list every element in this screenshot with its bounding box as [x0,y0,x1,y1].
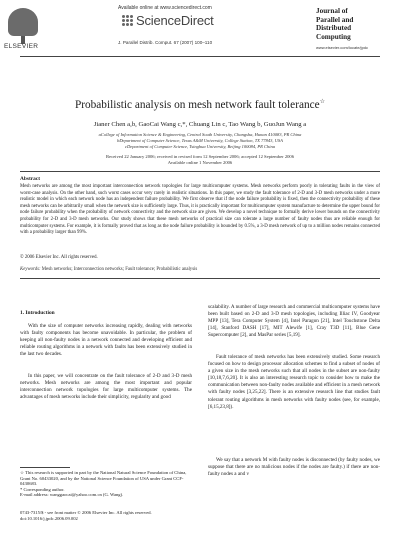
journal-citation: J. Parallel Distrib. Comput. 67 (2007) 100–110 [118,40,213,45]
journal-name-line: Computing [316,32,351,41]
author-list: Jianer Chen a,b, GaoCai Wang c,*, Chuang Lin c, Tao Wang b, GuoJun Wang a [93,121,307,128]
journal-name [316,7,353,41]
affiliation: aCollege of Information Science & Engineering, Central South University, Changsha, Hunan 410083, PR China [98,132,302,137]
email-address[interactable]: E-mail address: wanggaocai@yahoo.com.cn (G. Wang). [20,492,124,498]
footnotes [20,470,192,498]
intro-paragraph: With the size of computer networks increasing rapidly, dealing with networks with faulty components has become unavoidable. In particular, the problem of keeping all non-faulty nodes in a network connected and developing efficient and reliable routing algorithms in a network with faults has been extensively studied in the last two decades. [20,323,192,358]
abstract-top-rule [20,171,380,172]
journal-name-line: Parallel and [316,15,354,24]
page-footer [20,510,192,521]
received-dates: Received 22 January 2006; received in revised form 12 September 2006; accepted 12 September 2006 [105,154,295,159]
keywords [20,267,380,272]
journal-name-line: Journal of [316,7,348,15]
sciencedirect-logo [122,13,214,28]
abstract-text: Mesh networks are among the most important interconnection network topologies for large multicomputer systems. Mesh networks perform poorly in tolerating faults in the view of worst-case analysis. On the other hand, such worst cases occur very rarely in realistic situations. In this paper, we study the fault tolerance of 2-D and 3-D mesh networks under a more realistic model in which each network node has an independent failure probability. We first observe that if the node failure probability is fixed, then the connectivity probability of these mesh networks can be arbitrarily small when the network size is sufficiently large. Thus, it is practically important for multicomputer system manufacture to determine the upper bound for node failure probability when the probability of network connectivity and the network size are given. We develop a novel technique to formally derive lower bounds on the connectivity probability for 2-D and 3-D mesh networks. Our study shows that these mesh networks of practical size can tolerate a large number of faulty nodes thus are reliable enough for multicomputer systems. For example, it is formally proved that as long as the node failure probability is bounded by 0.5%, a 3-D mesh network of up to a million nodes remains connected with a probability larger than 99%. [20,184,380,236]
abstract-heading: Abstract [20,176,41,182]
keywords-label: Keywords: [20,267,41,272]
publisher-name: ELSEVIER [4,43,39,50]
paper-title [0,98,400,111]
affiliation: bDepartment of Computer Science, Texas A&M University, College Station, TX 77843, USA [117,138,283,143]
affiliation: cDepartment of Computer Science, Tsinghua University, Beijing 100084, PR China [124,144,276,149]
online-date: Available online 1 November 2006 [167,160,233,165]
corresponding-author: * Corresponding author. [20,486,65,492]
funding-footnote: ☆ This research is supported in part by the National Natural Science Foundation of China, Grant No. 60433020, and by the National Science Foundation of USA under Grant CCF-0430683. [20,470,187,487]
intro-paragraph: In this paper, we will concentrate on the fault tolerance of 2-D and 3-D mesh networks. Mesh networks are among the most important and popular interconnection network topologies for large multicomputer systems. The advantages of mesh networks include their simplicity, regularity and good [20,373,192,401]
sciencedirect-dots-icon [122,15,133,26]
intro-paragraph: scalability. A number of large research and commercial multicomputer systems have been built based on 2-D and 3-D mesh topologies, including Illiac IV, Goodyear MPP [13], Tera Computer System [4], Intel Paragon [21], Intel Touchstone Delta [14], Stanford DASH [17], MIT Alewife [1], Cray T3D [11], Blue Gene Supercomputer [2], and MasPar series [5,19]. [208,304,380,339]
paper-title-text: Probabilistic analysis on mesh network fault tolerance [74,98,320,111]
keywords-list: Mesh networks; Interconnection networks; Fault tolerance; Probabilistic analysis [40,267,198,272]
available-online[interactable]: Available online at www.sciencedirect.com [118,5,212,11]
front-matter: 0743-7315/$ - see front matter © 2006 Elsevier Inc. All rights reserved. [20,510,152,515]
intro-paragraph: Fault tolerance of mesh networks has been extensively studied. Some research focused on how to design processor allocation schemes to find a subset of nodes of a given size in the mesh networks such that all nodes in the subset are non-faulty [10,18,7,6,20]. It is also an interesting research topic to consider how to make the communication between non-faulty nodes available and efficient in a mesh network with faulty nodes [3,25,22]. There is an extensive research line that studies fault tolerant routing algorithms in mesh networks with faulty nodes (see, for example, [6,15,23,8]). [208,354,380,410]
publisher-logo [6,8,40,48]
sciencedirect-wordmark: ScienceDirect [136,13,214,28]
intro-paragraph: We say that a network M with faulty nodes is disconnected (by faulty nodes, we suppose that there are no malicious nodes if the nodes are faulty.) if there are non-faulty nodes a and v [208,457,380,478]
copyright: © 2006 Elsevier Inc. All rights reserved. [20,255,98,260]
title-footnote-mark[interactable]: ☆ [319,99,326,105]
abstract-bottom-rule [20,278,380,279]
header-rule [20,56,380,57]
journal-name-line: Distributed [316,24,352,33]
doi[interactable]: doi:10.1016/j.jpdc.2006.09.002 [20,515,78,521]
journal-url[interactable]: www.elsevier.com/locate/jpdc [316,45,369,50]
footnote-rule [20,467,70,468]
elsevier-tree-icon [8,8,38,36]
section-heading: 1. Introduction [20,310,55,316]
